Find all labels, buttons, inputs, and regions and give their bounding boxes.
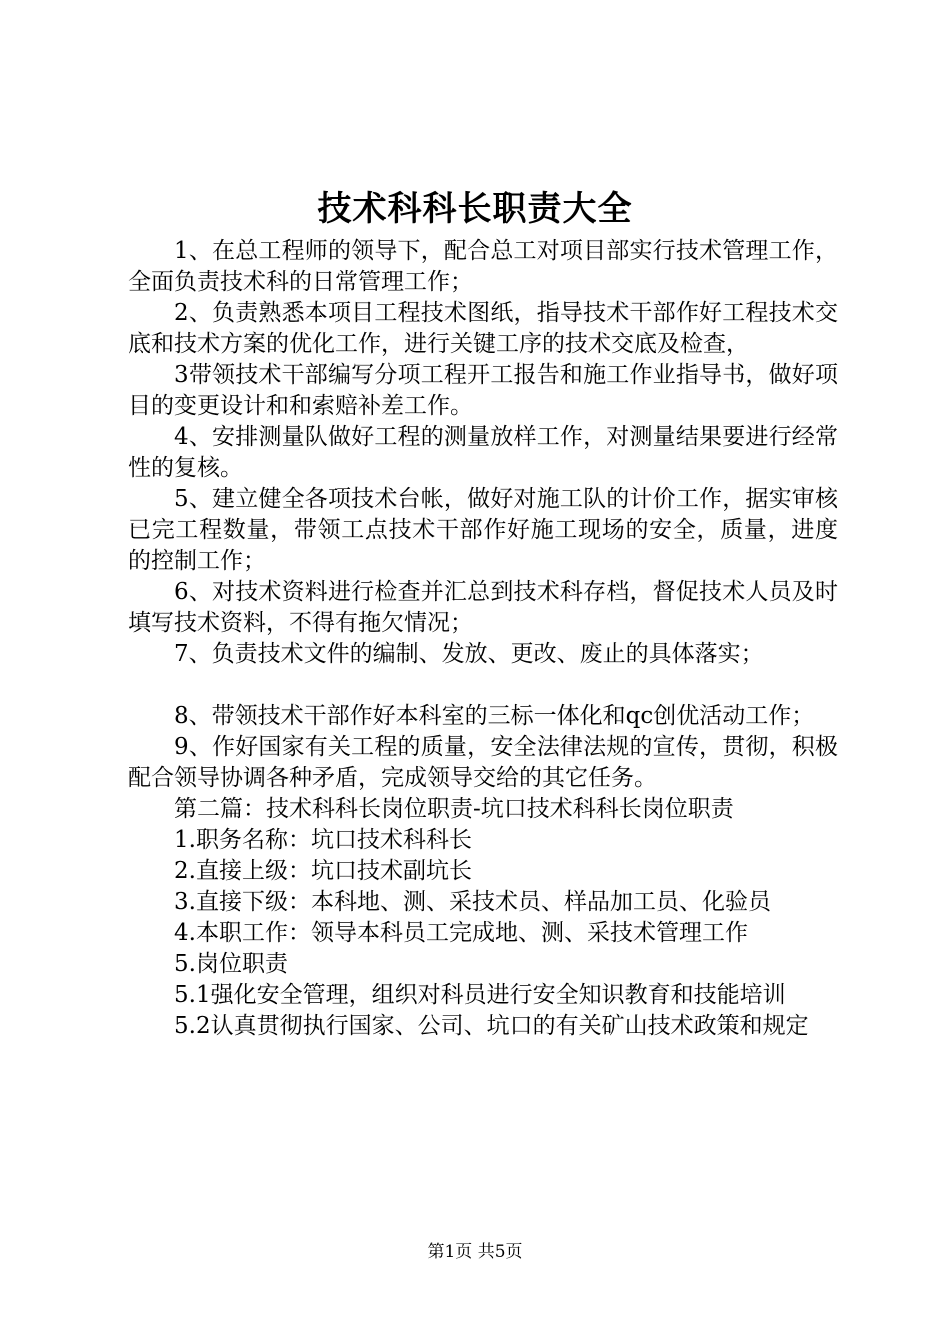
paragraph-6: 6、对技术资料进行检查并汇总到技术科存档，督促技术人员及时填写技术资料，不得有拖欠情况； [128, 579, 838, 636]
item-job-title: 1.职务名称：坑口技术科科长 [174, 827, 472, 853]
paragraph-5: 5、建立健全各项技术台帐，做好对施工队的计价工作，据实审核已完工程数量，带领工点技术干部作好施工现场的安全，质量，进度的控制工作； [128, 486, 838, 574]
paragraph-7: 7、负责技术文件的编制、发放、更改、废止的具体落实； [174, 641, 764, 667]
document-title: 技术科科长职责大全 [317, 189, 633, 229]
paragraph-4: 4、安排测量队做好工程的测量放样工作，对测量结果要进行经常性的复核。 [128, 424, 838, 481]
item-direct-superior: 2.直接上级：坑口技术副坑长 [174, 858, 472, 884]
paragraph-3: 3带领技术干部编写分项工程开工报告和施工作业指导书，做好项目的变更设计和和索赔补差工作。 [128, 362, 838, 419]
paragraph-1: 1、在总工程师的领导下，配合总工对项目部实行技术管理工作，全面负责技术科的日常管理工作； [128, 238, 838, 295]
item-duties-heading: 5.岗位职责 [174, 951, 288, 977]
page-number: 第1页 共5页 [427, 1242, 523, 1262]
item-duty-5-2: 5.2认真贯彻执行国家、公司、坑口的有关矿山技术政策和规定 [174, 1013, 809, 1039]
paragraph-2: 2、负责熟悉本项目工程技术图纸，指导技术干部作好工程技术交底和技术方案的优化工作，进行关键工序的技术交底及检查， [128, 300, 838, 357]
item-direct-subordinates: 3.直接下级：本科地、测、采技术员、样品加工员、化验员 [174, 889, 771, 915]
item-duty-5-1: 5.1强化安全管理，组织对科员进行安全知识教育和技能培训 [174, 982, 786, 1008]
blank-line [128, 670, 838, 701]
section-heading: 第二篇：技术科科长岗位职责-坑口技术科科长岗位职责 [174, 796, 734, 822]
item-main-work: 4.本职工作：领导本科员工完成地、测、采技术管理工作 [174, 920, 748, 946]
document-body [128, 236, 838, 1042]
paragraph-9: 9、作好国家有关工程的质量，安全法律法规的宣传，贯彻，积极配合领导协调各种矛盾，完成领导交给的其它任务。 [128, 734, 838, 791]
paragraph-8: 8、带领技术干部作好本科室的三标一体化和qc创优活动工作； [174, 703, 815, 729]
